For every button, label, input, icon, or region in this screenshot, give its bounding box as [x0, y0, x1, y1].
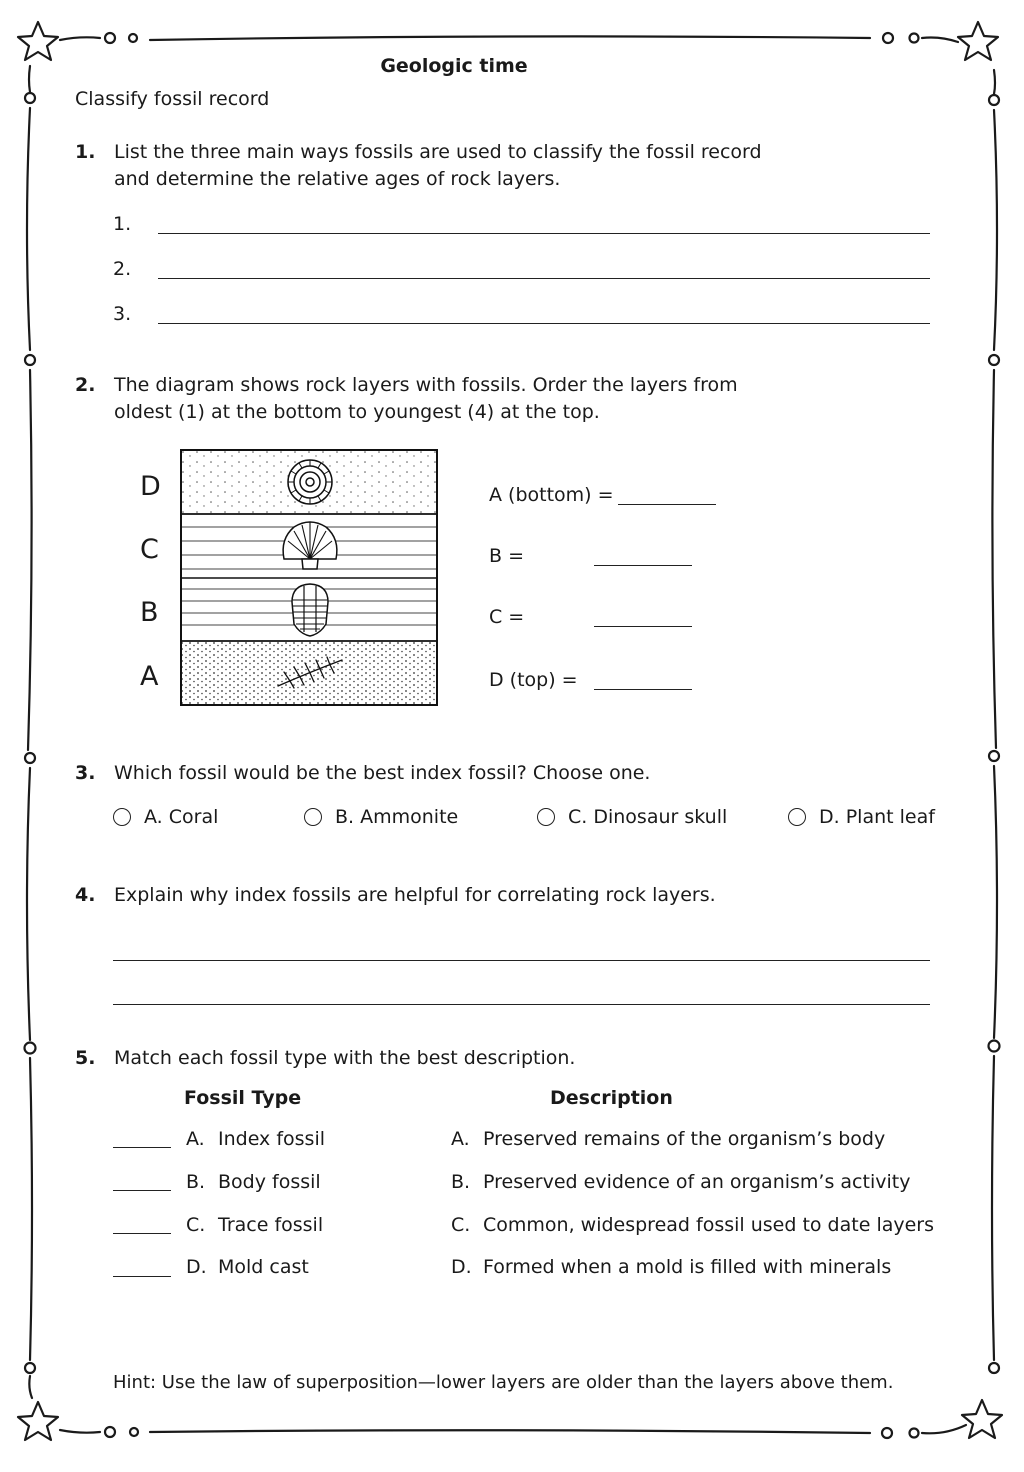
desc-letter: C. [451, 1214, 471, 1236]
answer-label-d: D (top) = [489, 669, 578, 691]
type-label: Index fossil [218, 1128, 326, 1150]
hint-text: Hint: Use the law of superposition—lower layers are older than the layers above them. [113, 1372, 894, 1393]
answer-label-c: C = [489, 606, 525, 628]
description-header: Description [550, 1087, 673, 1109]
q5-text: Match each fossil type with the best description. [114, 1047, 576, 1069]
type-letter: B. [186, 1171, 206, 1193]
trilobite-icon [292, 584, 328, 636]
type-letter: A. [186, 1128, 205, 1150]
type-letter: C. [186, 1214, 206, 1236]
match-blank-c[interactable] [113, 1233, 171, 1234]
option-a-label: A. Coral [144, 806, 219, 828]
q2-number: 2. [75, 374, 96, 396]
radio-option-a[interactable] [113, 808, 131, 826]
desc-label: Formed when a mold is filled with minerals [483, 1256, 892, 1278]
q1-answer-line-3[interactable] [158, 323, 930, 324]
q4-answer-line-2[interactable] [113, 1004, 930, 1005]
q1-item-number: 1. [113, 213, 132, 235]
answer-line-d[interactable] [594, 689, 692, 690]
q4-answer-line-1[interactable] [113, 960, 930, 961]
type-label: Trace fossil [218, 1214, 324, 1236]
radio-option-d[interactable] [788, 808, 806, 826]
q1-item-number: 3. [113, 303, 132, 325]
desc-label: Common, widespread fossil used to date layers [483, 1214, 935, 1236]
q2-text-line2: oldest (1) at the bottom to youngest (4) at the top. [114, 401, 600, 423]
worksheet-subtitle: Classify fossil record [75, 88, 270, 110]
desc-letter: D. [451, 1256, 472, 1278]
desc-label: Preserved evidence of an organism’s activity [483, 1171, 911, 1193]
scallop-shell-icon [283, 522, 337, 569]
q1-answer-line-1[interactable] [158, 233, 930, 234]
answer-label-b: B = [489, 545, 524, 567]
q2-text-line1: The diagram shows rock layers with fossils. Order the layers from [114, 374, 738, 396]
q1-item-number: 2. [113, 258, 132, 280]
q1-text-line2: and determine the relative ages of rock layers. [114, 168, 561, 190]
match-blank-d[interactable] [113, 1276, 171, 1277]
q1-answer-line-2[interactable] [158, 278, 930, 279]
q1-text-line1: List the three main ways fossils are used to classify the fossil record [114, 141, 762, 163]
ammonite-icon [288, 460, 332, 504]
q4-number: 4. [75, 884, 96, 906]
match-blank-a[interactable] [113, 1147, 171, 1148]
q1-number: 1. [75, 141, 96, 163]
desc-letter: A. [451, 1128, 470, 1150]
rock-layers-diagram [180, 449, 439, 706]
layer-label-a: A [140, 661, 159, 692]
option-d-label: D. Plant leaf [819, 806, 935, 828]
desc-letter: B. [451, 1171, 471, 1193]
q3-number: 3. [75, 762, 96, 784]
layer-label-b: B [140, 597, 159, 628]
option-b-label: B. Ammonite [335, 806, 459, 828]
type-letter: D. [186, 1256, 207, 1278]
answer-label-a: A (bottom) = [489, 484, 614, 506]
layer-label-c: C [140, 534, 159, 565]
answer-line-b[interactable] [594, 565, 692, 566]
type-label: Mold cast [218, 1256, 309, 1278]
type-label: Body fossil [218, 1171, 321, 1193]
answer-line-c[interactable] [594, 626, 692, 627]
q5-number: 5. [75, 1047, 96, 1069]
match-blank-b[interactable] [113, 1190, 171, 1191]
radio-option-c[interactable] [537, 808, 555, 826]
fossil-type-header: Fossil Type [184, 1087, 302, 1109]
answer-line-a[interactable] [618, 504, 716, 505]
desc-label: Preserved remains of the organism’s body [483, 1128, 886, 1150]
radio-option-b[interactable] [304, 808, 322, 826]
q3-text: Which fossil would be the best index fossil? Choose one. [114, 762, 651, 784]
layer-label-d: D [140, 471, 161, 502]
q4-text: Explain why index fossils are helpful for correlating rock layers. [114, 884, 716, 906]
page-title: Geologic time [380, 55, 528, 77]
option-c-label: C. Dinosaur skull [568, 806, 728, 828]
